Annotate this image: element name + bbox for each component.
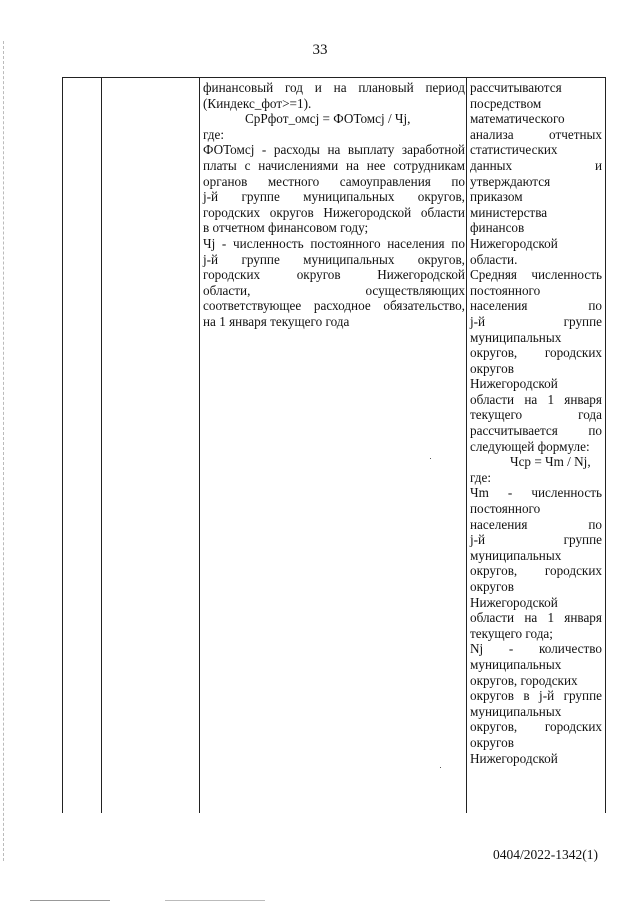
text-line: области на 1 января xyxy=(470,610,602,626)
table-top-border xyxy=(62,77,605,78)
text-line: текущего года; xyxy=(470,625,553,641)
text-line: анализа отчетных xyxy=(470,126,602,142)
text-line: следующей формуле: xyxy=(470,438,590,454)
text-line: рассчитываются xyxy=(470,80,562,95)
text-line: округов xyxy=(470,360,514,376)
scan-bottom-mark xyxy=(165,900,265,901)
text-line: Чj - численность постоянного населения по xyxy=(203,235,465,251)
text-line: рассчитывается по xyxy=(470,423,602,439)
text-line: министерства xyxy=(470,204,548,220)
text-line: где: xyxy=(470,469,491,485)
text-line: СрРфот_омсj = ФОТомсj / Чj, xyxy=(245,111,411,127)
text-line: округов xyxy=(470,579,514,594)
text-line: Чср = Чm / Nj, xyxy=(510,454,591,470)
text-line: утверждаются xyxy=(470,173,551,189)
page-number: 33 xyxy=(312,42,328,58)
table-border-right xyxy=(605,77,606,813)
text-line: платы с начислениями на нее сотрудникам xyxy=(203,157,465,173)
text-line: j-й группе муниципальных округов, xyxy=(203,251,465,267)
table-cell-calculation xyxy=(203,80,465,330)
text-line: Средняя численность xyxy=(470,267,602,283)
text-line: городских округов Нижегородской области xyxy=(203,204,465,220)
text-line: Нижегородской xyxy=(470,235,558,251)
table-border-left xyxy=(62,77,63,813)
text-line: муниципальных xyxy=(470,703,562,719)
text-line: на 1 января текущего года xyxy=(203,313,350,329)
text-line: области, осуществляющих xyxy=(203,282,465,298)
text-line: населения по xyxy=(470,298,602,314)
text-line: финансовый год и на плановый период xyxy=(203,80,465,95)
text-line: где: xyxy=(203,126,224,142)
text-line: текущего года xyxy=(470,407,602,423)
text-line: населения по xyxy=(470,516,602,532)
text-line: соответствующее расходное обязательство, xyxy=(203,298,465,314)
text-line: ФОТомсj - расходы на выплату заработной xyxy=(203,142,465,158)
text-line: j-й группе муниципальных округов, xyxy=(203,189,465,205)
text-line: округов xyxy=(470,734,514,750)
text-line: постоянного xyxy=(470,282,541,298)
scan-bottom-mark xyxy=(30,900,110,901)
table-col-divider-3 xyxy=(466,77,467,813)
text-line: Нижегородской xyxy=(470,750,558,766)
text-line: муниципальных xyxy=(470,329,562,345)
text-line: математического xyxy=(470,111,565,127)
text-line: области на 1 января xyxy=(470,391,602,407)
scan-speck xyxy=(430,458,431,459)
text-line: в отчетном финансовом году; xyxy=(203,220,369,236)
text-line: Nj - количество xyxy=(470,641,602,657)
table-col-divider-2 xyxy=(199,77,200,813)
text-line: приказом xyxy=(470,189,523,205)
text-line: j-й группе xyxy=(470,313,602,329)
text-line: муниципальных xyxy=(470,547,562,563)
text-line: области. xyxy=(470,251,518,267)
text-line: Нижегородской xyxy=(470,376,558,392)
text-line: округов, городских xyxy=(470,563,602,579)
text-line: муниципальных xyxy=(470,656,562,672)
text-line: j-й группе xyxy=(470,532,602,548)
text-line: округов в j-й группе xyxy=(470,688,602,704)
text-line: округов, городских xyxy=(470,719,602,735)
text-line: округов, городских xyxy=(470,345,602,361)
text-line: финансов xyxy=(470,220,525,236)
text-line: (Киндекс_фот>=1). xyxy=(203,95,312,111)
text-line: Чm - численность xyxy=(470,485,602,501)
text-line: органов местного самоуправления по xyxy=(203,173,465,189)
text-line: Нижегородской xyxy=(470,594,558,610)
text-line: посредством xyxy=(470,95,542,111)
text-line: округов, городских xyxy=(470,672,578,688)
table-col-divider-1 xyxy=(101,77,102,813)
text-line: городских округов Нижегородской xyxy=(203,267,465,283)
text-line: данных и xyxy=(470,157,602,173)
text-line: статистических xyxy=(470,142,558,158)
table-cell-source xyxy=(470,80,602,766)
scan-speck xyxy=(440,767,441,768)
text-line: постоянного xyxy=(470,501,541,517)
document-id: 0404/2022-1342(1) xyxy=(493,847,598,862)
